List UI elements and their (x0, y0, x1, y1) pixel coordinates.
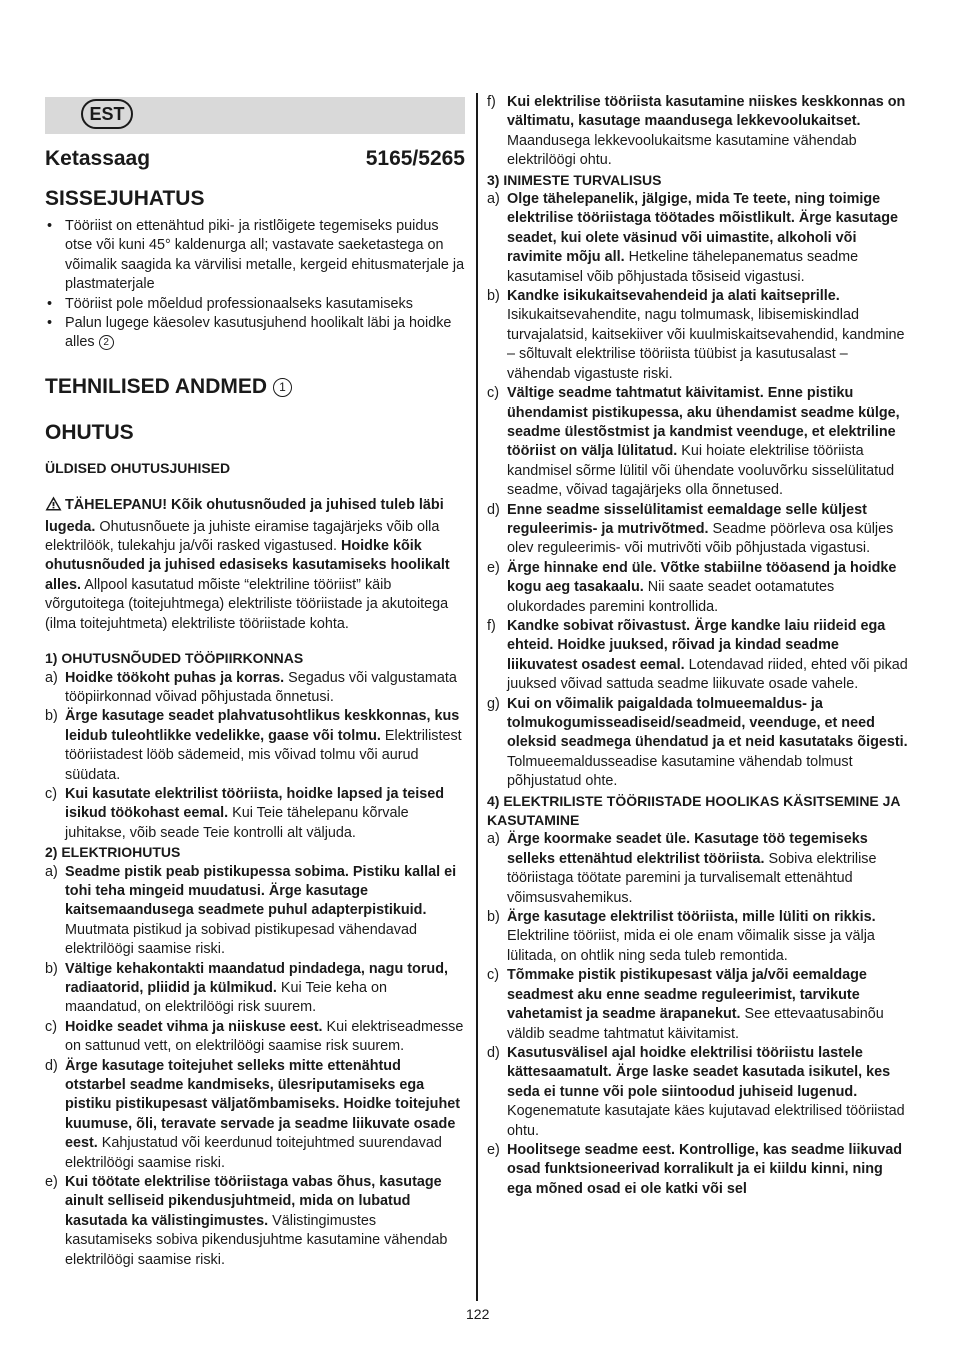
list-item (487, 93, 911, 171)
list-item (487, 559, 911, 617)
language-badge: EST (81, 99, 133, 129)
figure-ref-badge: 2 (99, 335, 114, 350)
item-text: Kogenematute kasutajate käes kujutavad elektrilised tööriistad ohtu. (507, 1103, 905, 1139)
keep-bold: Hoidke kõik ohutusnõuded ja juhised edasiseks kasutamiseks hoolikalt alles. (45, 538, 450, 593)
column-divider (476, 93, 478, 1301)
left-column (45, 97, 465, 1270)
item-letter: d) (487, 501, 500, 518)
item-text: Kahjustatud või keerdunud toitejuhtmed suurendavad elektrilöögi saamise riski. (65, 1135, 442, 1171)
item-letter: b) (487, 288, 500, 305)
item-letter: d) (45, 1057, 58, 1074)
section-title: 1) OHUTUSNÕUDED TÖÖPIIRKONNAS (45, 650, 304, 667)
tech-heading (45, 375, 465, 399)
item-bold: Tõmmake pistik pistikupesast välja ja/või eemaldage seadmest aku enne seadme reguleerimist, tarvikute vahetamist ja seadme ärapanekut. (507, 967, 867, 1023)
item-bold: Kui kasutate elektrilist tööriista, hoidke lapsed ja teised isikud töökohast eemal. (65, 785, 445, 822)
item-bold: Kandke isikukaitsevahendeid ja alati kaitseprille. (507, 288, 840, 305)
item-letter: b) (45, 708, 58, 725)
item-bold: Vältige seadme tahtmatut käivitamist. Enne pistiku ühendamist pistikupessa, aku ühendamist seadme külge, seadme ülestõstmist ja kandmist veenduge, et elektriline tööriist on välja lülitatud. (507, 385, 900, 460)
item-text: Välistingimustes kasutamiseks sobiva pikendusjuhtme kasutamine vähendab elektrilöögi saamise riski. (65, 1212, 448, 1268)
item-bold: Seadme pistik peab pistikupessa sobima. Pistiku kallal ei tohi teha mingeid muudatusi. Ärge kasutage kaitsemaandusega seadmete puhul adapterpistikuid. (65, 863, 457, 919)
item-letter: c) (45, 785, 57, 802)
item-bold: Vältige kehakontakti maandatud pindadega, nagu torud, radiaatorid, pliidid ja külmikud. (65, 960, 449, 996)
item-text: Muutmata pistikud ja sobivad pistikupesad vähendavad elektrilöögi saamise riski. (65, 921, 417, 958)
list-item (45, 1057, 465, 1173)
language-bar (45, 97, 465, 134)
warning-triangle-icon (45, 496, 62, 517)
list-item (487, 1044, 911, 1141)
item-letter: c) (487, 967, 499, 984)
item-text: Isikukaitsevahendite, nagu tolmumask, libisemiskindlad turvajalatsid, kaitsekiiver või kuulmiskaitsevahendid, kandmine – sõltuvalt elektrilise tööriista tüübist ja kasutusalast – vähendab vigastuste riski. (507, 307, 905, 382)
item-text: Lotendavad riided, ehted või pikad juuksed võivad sattuda seadme liikuvate osade vahele. (507, 656, 908, 693)
item-bold: Ärge kasutage seadet plahvatusohtlikus keskkonnas, kus leidub tuleohtlikke vedelikke, gaase või tolmu. (65, 708, 460, 744)
warning-bold: TÄHELEPANU! Kõik ohutusnõuded ja juhised tuleb läbi lugeda. (45, 497, 444, 535)
list-item (487, 695, 911, 792)
list-item (45, 314, 465, 353)
item-letter: e) (487, 559, 500, 576)
section-title: 3) INIMESTE TURVALISUS (487, 171, 662, 188)
item-text: Sobiva elektrilise tööriistaga töötate paremini ja turvalisemalt ettenähtud võimsusvahemikus. (507, 850, 877, 906)
list-item: • Tööriist on ettenähtud piki- ja ristlõigete tegemiseks puidus otse või kuni 45° kaldenurga all; vastavate saeketastega on võimalik saagida ka värvilisi metalle, kergeid ehitusmaterjale ja plastmaterjale (45, 217, 465, 295)
list-item (45, 669, 465, 708)
item-text: Nii saate seadet ootamatutes olukordades paremini kontrollida. (507, 579, 835, 615)
item-letter: b) (487, 909, 500, 926)
item-bold: Kui töötate elektrilise tööriistaga vabas õhus, kasutage ainult selliseid pikendusjuhtmeid, mida on lubatud kasutada ka välistingimustes. (65, 1174, 442, 1229)
item-letter: e) (487, 1141, 500, 1158)
list-item (487, 287, 911, 384)
item-text: Kui Teie keha on maandatud, on elektrilöögi risk suurem. (65, 980, 388, 1016)
list-item (487, 966, 911, 1044)
item-letter: c) (487, 385, 499, 402)
section-title: 4) ELEKTRILISTE TÖÖRIISTADE HOOLIKAS KÄSITSEMINE JA KASUTAMINE (487, 792, 901, 829)
list-item (45, 960, 465, 1018)
list-item (487, 190, 911, 287)
item-text: Seadme pöörleva osa küljes olev reguleerimis- või mutrivõti võib põhjustada vigastusi. (507, 520, 894, 557)
item-bold: Hoolitsege seadme eest. Kontrollige, kas seadme liikuvad osad funktsioneerivad korralikult ja ei kiildu kinni, ning ega mõned osad ei ole katki või sel (507, 1141, 903, 1197)
list-item (45, 1018, 465, 1057)
list-item (487, 617, 911, 695)
list-item: • Tööriist pole mõeldud professionaalseks kasutamiseks (45, 295, 465, 314)
list-item (487, 384, 911, 500)
item-letter: g) (487, 695, 500, 712)
item-bold: Kandke sobivat rõivastust. Ärge kandke laiu riideid ega ehteid. Hoidke juuksed, rõivad ja kindad seadme liikuvatest osadest eemal. (507, 617, 886, 673)
item-text: Hetkeline tähelepanematus seadme kasutamisel võib põhjustada tõsiseid vigastusi. (507, 249, 859, 285)
item-text: Kui Teie tähelepanu kõrvale juhitakse, võib seade Teie kontrolli alt väljuda. (65, 805, 409, 841)
warning-text: Ohutusnõuete ja juhiste eiramise tagajärjeks võib olla elektrilöök, tulekahju ja/või rasked vigastused. (45, 518, 440, 555)
item-text: Elektriline tööriist, mida ei ole enam võimalik sisse ja välja lülitada, on ohtlik ning seda tuleb remontida. (507, 928, 875, 964)
item-letter: e) (45, 1174, 58, 1191)
item-bold: Kui on võimalik paigaldada tolmueemaldus- ja tolmukogumisseadiseid/seadmeid, veenduge, et need oleksid seadmega ühendatud ja et neid kasutataks õigesti. (507, 695, 908, 751)
item-letter: f) (487, 617, 496, 634)
item-bold: Kasutusvälisel ajal hoidke elektrilisi tööriistu lastele kättesaamatult. Ärge laske seadet kasutada isikutel, kes seda ei tunne või pole siintoodud juhiseid lugenud. (507, 1044, 891, 1100)
warning-paragraph (45, 496, 465, 634)
list-item (45, 707, 465, 785)
item-bold: Kui elektrilise tööriista kasutamine niiskes keskkonnas on vältimatu, kasutage maandusega lekkevoolukaitset. (507, 94, 906, 130)
figure-ref-badge: 1 (273, 378, 292, 397)
item-bold: Hoidke seadet vihma ja niiskuse eest. (65, 1018, 323, 1035)
item-letter: c) (45, 1018, 57, 1035)
item-text: Elektrilistest tööriistadest lööb sädemeid, mis võivad tolmu või aurud süüdata. (65, 727, 462, 783)
item-letter: d) (487, 1044, 500, 1061)
safety-subheading: ÜLDISED OHUTUSJUHISED (45, 459, 231, 476)
item-letter: b) (45, 960, 58, 977)
intro-list (45, 217, 465, 353)
item-bold: Hoidke töökoht puhas ja korras. (65, 669, 285, 686)
item-bold: Ärge koormake seadet üle. Kasutage töö tegemiseks selleks ettenähtud elektrilist tööriista. (507, 831, 868, 867)
list-item (487, 501, 911, 559)
tech-heading-text: TEHNILISED ANDMED (45, 374, 268, 398)
right-column (487, 93, 911, 1199)
list-item (45, 785, 465, 843)
product-name: Ketassaag (45, 147, 151, 170)
item-letter: a) (487, 191, 500, 208)
item-text: See ettevaatusabinõu väldib seadme tahtmatut käivitamist. (507, 1006, 884, 1042)
list-item-text: Palun lugege käesolev kasutusjuhend hoolikalt läbi ja hoidke alles (65, 315, 452, 351)
intro-heading: SISSEJUHATUS (45, 187, 205, 210)
list-item (487, 830, 911, 908)
item-text: Maandusega lekkevoolukaitsme kasutamine vähendab elektrilöögi ohtu. (507, 132, 857, 169)
item-text: Kui elektriseadmesse on sattunud vett, on elektrilöögi saamise risk suurem. (65, 1018, 464, 1055)
item-letter: f) (487, 94, 496, 110)
document-title (45, 147, 465, 171)
item-bold: Enne seadme sisselülitamist eemaldage selle küljest reguleerimis- ja mutrivõtmed. (507, 501, 867, 537)
item-text: Tolmueemaldusseadise kasutamine vähendab tolmust põhjustatud ohte. (507, 753, 853, 790)
item-text: Segadus või valgustamata tööpiirkonnad võivad põhjustada õnnetusi. (65, 669, 457, 705)
keep-text: Allpool kasutatud mõiste “elektriline tööriist” käib võrgutoitega (toitejuhtmega) elektriliste tööriistade ja akutoitega (ilma toitejuhtmeta) elektriliste tööriistade kohta. (45, 576, 449, 632)
item-bold: Ärge hinnake end üle. Võtke stabiilne tööasend ja hoidke kogu aeg tasakaalu. (507, 559, 897, 596)
item-letter: a) (487, 831, 500, 848)
item-letter: a) (45, 863, 58, 880)
list-item (487, 908, 911, 966)
item-bold: Ärge kasutage toitejuhet selleks mitte ettenähtud otstarbel seadme kandmiseks, ülesriputamiseks ega pistiku pistikupesast väljatõmbamiseks. Hoidke toitejuhet kuumuse, õli, teravate servade ja seadme liikuvate osade eest. (65, 1057, 461, 1152)
item-bold: Olge tähelepanelik, jälgige, mida Te teete, ning toimige elektrilise tööriistaga töötades mõistlikult. Ärge kasutage seadet, kui olete väsinud või uimastite, alkoholi või ravimite mõju all. (507, 191, 899, 266)
item-letter: a) (45, 669, 58, 686)
model-number: 5165/5265 (365, 147, 465, 170)
item-text: Kui hoiate elektrilise tööriista kandmisel sõrme lülitil või ühendate vooluvõrku sisselülitatud seadme, võivad tagajärjeks olla õnnetused. (507, 443, 895, 499)
page-number: 122 (466, 1306, 490, 1322)
list-item (45, 863, 465, 960)
safety-heading: OHUTUS (45, 420, 134, 444)
section-title: 2) ELEKTRIOHUTUS (45, 844, 181, 861)
list-item (487, 1141, 911, 1199)
item-bold: Ärge kasutage elektrilist tööriista, mille lüliti on rikkis. (507, 909, 876, 926)
list-item (45, 1173, 465, 1270)
